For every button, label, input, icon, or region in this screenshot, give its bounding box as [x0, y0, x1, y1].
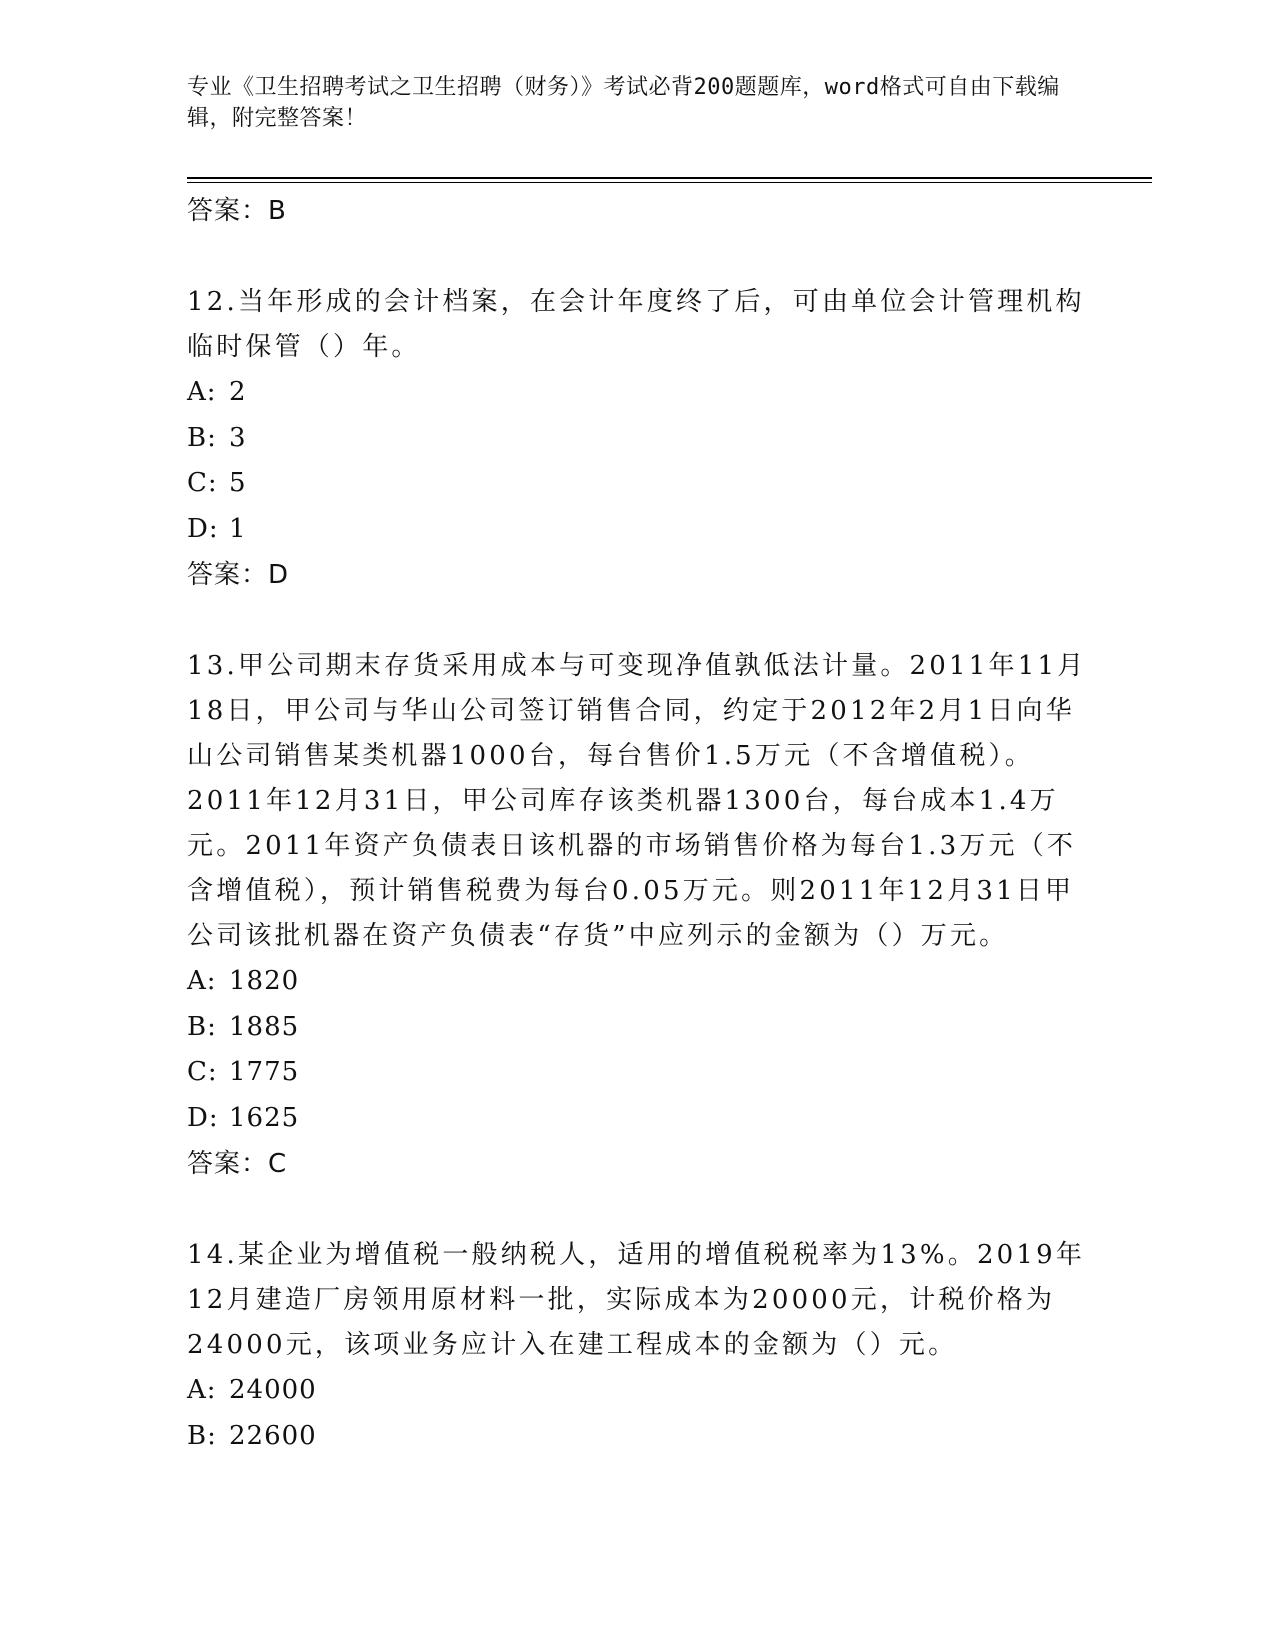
option-value: 22600 [229, 1420, 317, 1451]
question-13 [187, 644, 1087, 1187]
option-value: 24000 [229, 1375, 317, 1405]
option-value: 1775 [229, 1057, 300, 1087]
option-label: D: [187, 513, 219, 544]
question-stem: 14.某企业为增值税一般纳税人，适用的增值税税率为13%。2019年12月建造厂房领用原材料一批，实际成本为20000元，计税价格为24000元，该项业务应计入在建工程成本的金额为（）元。 [187, 1240, 1086, 1360]
option-value: 5 [229, 468, 247, 498]
option-value: 1885 [229, 1011, 300, 1042]
question-list [187, 188, 1087, 1505]
option-label: B: [187, 1420, 217, 1451]
option-label: A: [187, 1375, 217, 1405]
question-stem: 12.当年形成的会计档案，在会计年度终了后，可由单位会计管理机构临时保管（）年。 [187, 287, 1085, 362]
option-d [187, 1096, 1087, 1142]
option-b [187, 416, 1087, 462]
option-a [187, 959, 1087, 1005]
option-value: 2 [229, 377, 247, 407]
option-label: B: [187, 422, 217, 453]
option-a [187, 1368, 1087, 1414]
option-label: D: [187, 1102, 219, 1133]
answer-line: 答案：D [187, 560, 290, 590]
option-b [187, 1005, 1087, 1051]
header-rule [187, 177, 1152, 179]
option-b [187, 1414, 1087, 1460]
question-14 [187, 1233, 1087, 1459]
answer-line: 答案：C [187, 1149, 288, 1179]
page-header: 专业《卫生招聘考试之卫生招聘（财务）》考试必背200题题库，word格式可自由下载编辑，附完整答案！ [187, 75, 1060, 131]
option-label: C: [187, 1057, 218, 1087]
question-stem: 13.甲公司期末存货采用成本与可变现净值孰低法计量。2011年11月18日，甲公司与华山公司签订销售合同，约定于2012年2月1日向华山公司销售某类机器1000台，每台售价1.5万元（不含增值税）。2011年12月31日，甲公司库存该类机器1300台，每台成本1.4万元。2011年资产负债表日该机器的市场销售价格为每台1.3万元（不含增值税），预计销售税费为每台0.05万元。则2011年12月31日甲公司该批机器在资产负债表“存货”中应列示的金额为（）万元。 [187, 651, 1087, 951]
question-12 [187, 280, 1087, 598]
option-value: 1 [229, 513, 247, 544]
option-value: 1625 [229, 1102, 300, 1133]
option-c [187, 461, 1087, 507]
option-value: 3 [229, 422, 247, 453]
option-c [187, 1050, 1087, 1096]
option-label: C: [187, 468, 218, 498]
answer-line: 答案：B [187, 196, 287, 226]
option-label: B: [187, 1011, 217, 1042]
option-value: 1820 [229, 966, 300, 996]
option-d [187, 507, 1087, 553]
option-label: A: [187, 966, 217, 996]
option-a [187, 370, 1087, 416]
header-rule-thin [187, 182, 1152, 183]
option-label: A: [187, 377, 217, 407]
